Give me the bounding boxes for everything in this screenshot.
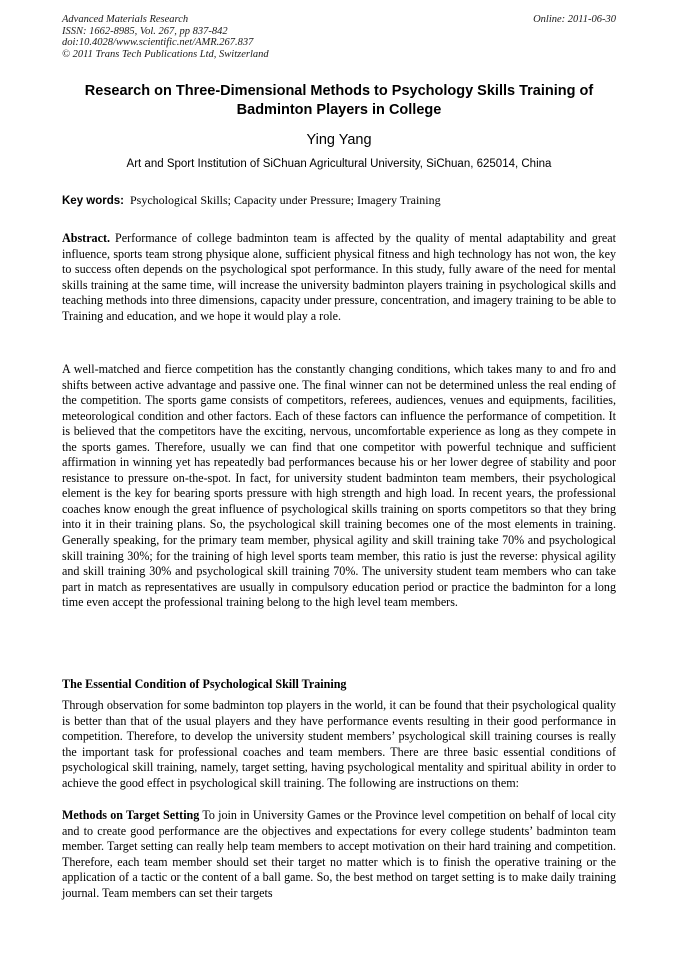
methods-text: To join in University Games or the Province level competition on behalf of local city and to create good performance are the objectives and expectations for every college students’ badminton team member. Target setting can really help team members to accept motivation on their hard training and competition. Therefore, each team member should set their target no matter which is to finish the operative training or the application of a tactic or the content of a ball game. So, the best method on target setting is to make daily training journal. Team members can set their targets [62, 808, 616, 900]
abstract-text: Performance of college badminton team is affected by the quality of mental adaptability and great influence, sports team strong physique alone, sufficient physical fitness and high technology has not won, the key to success often depends on the psychological spot performance. In this study, fully aware of the need for mental skills training at the same time, will increase the university badminton players training in psychological skills and teaching methods into three dimensions, capacity under pressure, concentration, and imagery training to be able to Training and education, and we hope it would play a role. [62, 231, 617, 323]
abstract-label: Abstract. [62, 231, 111, 245]
keywords-line [62, 193, 616, 209]
author-name: Ying Yang [306, 132, 372, 148]
section-paragraph: Through observation for some badminton top players in the world, it can be found that their psychological quality is better than that of the usual players and they have performance events resulting in their good performance in competition. Therefore, to develop the university student members’ psychological skill training courses is really the important task for professional coaches and team members. There are three basic essential conditions of psychological skill training, namely, target setting, having psychological mentality and spiritual ability in order to achieve the good effect in psychological skill training. The following are instructions on them: [62, 698, 616, 790]
keywords-label: Key words: [62, 195, 124, 207]
intro-paragraph: A well-matched and fierce competition has the constantly changing conditions, which takes many to and fro and shifts between active advantage and passive one. The final winner can not be determined unless the real ending of the competition. The sports game consists of competitors, referees, audiences, venues and equipments, facilities, meteorological condition and other factors. Each of these factors can influence the performance of competition. It is believed that the competitors have the exciting, nervous, uncomfortable experience as long as they compete in the sports games. Therefore, usually we can find that one competitor with powerful technique and sufficient affirmation in winning yet has repeatedly bad performances because his or her lower degree of stability and poor resistance to pressure on-the-spot. In fact, for university student badminton team members, their psychological element is the key for bearing sports pressure with high strength and high load. In recent years, the professional coaches know enough the great influence of psychological skills training on sports competitors so that they bring into it in their training plans. So, the psychological skill training becomes one of the most elements in training. Generally speaking, for the primary team member, physical agility and skill training take 70% and psychological skill training 30%; for the training of high level sports team member, this ratio is just the reverse: physical agility and skill training 30% and psychological skill training 70%. The university student team members who can take part in match as representatives are usually in compulsory education period or practice the badminton for a long time even accept the professional training belong to the high level team members. [62, 362, 616, 610]
doi-line: doi:10.4028/www.scientific.net/AMR.267.837 [62, 37, 254, 48]
keywords-text: Psychological Skills; Capacity under Pressure; Imagery Training [130, 193, 441, 207]
methods-label: Methods on Target Setting [62, 808, 200, 822]
abstract-paragraph [62, 231, 616, 324]
journal-header [62, 14, 269, 60]
section-heading: The Essential Condition of Psychological Skill Training [62, 677, 347, 691]
methods-paragraph [62, 808, 616, 901]
journal-name: Advanced Materials Research [62, 14, 189, 25]
online-date: Online: 2011-06-30 [533, 14, 616, 25]
issn-line: ISSN: 1662-8985, Vol. 267, pp 837-842 [62, 25, 228, 37]
paper-title: Research on Three-Dimensional Methods to Psychology Skills Training of Badminton Players in College [84, 83, 594, 118]
author-affiliation: Art and Sport Institution of SiChuan Agricultural University, SiChuan, 625014, China [126, 158, 552, 170]
copyright-line: © 2011 Trans Tech Publications Ltd, Switzerland [62, 48, 269, 60]
